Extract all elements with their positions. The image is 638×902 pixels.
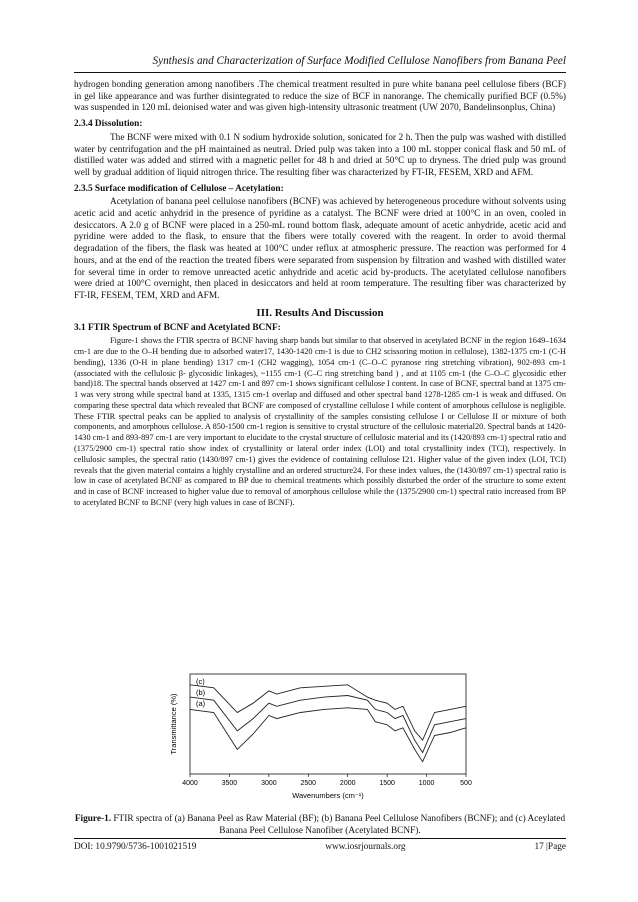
journal-site: www.iosrjournals.org: [325, 842, 406, 852]
paragraph-surface-modification: Acetylation of banana peel cellulose nanofibers (BCNF) was achieved by heterogeneous procedure without solvents using acetic acid and acetic anhydrid in the presence of pyridine as a catalyst. The BCNF were dried at 100°C in an oven, cooled in desiccators. A 2.0 g of BCNF were placed in a 250-mL round bottom flask, adequate amount of acetic anhydride, acetic acid and pyridine were added to the flask, to ensure that the fibers were totally covered with the reagent. In order to avoid thermal degradation of the fibers, the flask was heated at 100°C under reflux at atmospheric pressure. The reaction was performed for 4 hours, and at the end of the reaction the treated fibers were separated from suspension by filtration and washed with distilled water for several time in order to remove unreacted acetic anhydride and acetic acid by-products. The acetylated cellulose nanofibers were dried at 100°C overnight, then placed in desiccators and held at room temperature. The resulting fiber was characterized by FT-IR, FESEM, TEM, XRD and AFM.: [74, 197, 566, 301]
x-tick-label: 2500: [300, 780, 317, 787]
page-number: 17 |Page: [534, 842, 566, 852]
heading-dissolution: 2.3.4 Dissolution:: [74, 119, 143, 130]
legend-label: (b): [196, 688, 206, 697]
x-tick-label: 3500: [221, 780, 238, 787]
x-tick-label: 1500: [379, 780, 395, 787]
article-body: [74, 80, 566, 512]
page-footer: [74, 842, 566, 852]
figure-label: Figure-1.: [74, 814, 112, 824]
x-tick-label: 4000: [182, 780, 198, 787]
heading-surface-modification: 2.3.5 Surface modification of Cellulose – Acetylation:: [74, 183, 284, 194]
x-tick-label: 1000: [418, 780, 435, 787]
x-axis-label: Wavenumbers (cm⁻¹): [292, 791, 364, 800]
header-rule: [74, 72, 566, 73]
series-line-b: [190, 696, 466, 753]
series-line-c: [190, 685, 466, 740]
paragraph-ftir: Figure-1 shows the FTIR spectra of BCNF having sharp bands but similar to that observed in acetylated BCNF in the region 1649–1634 cm-1 are due to the O–H bending due to adsorbed water17, 1430-1420 cm-1 is due to CH2 scissoring motion in cellulose), 1382-1375 cm-1 (C-H bending), 1336 (O-H in plane bending) 1317 cm-1 (CH2 wagging), 1054 cm-1 (C–O–C pyranose ring stretching vibration), 902-893 cm-1 (associated with the cellulosic β- glycosidic linkages), ~1155 cm-1 (C–C ring stretching band ) , and at 1105 cm-1 (the C–O–C glycosidic ether band)18. The spectral bands observed at 1427 cm-1 and 897 cm-1 shows significant cellulose I content. In case of BCNF, spectral band at 1375 cm-1 was very strong while spectral band at 1335, 1315 cm-1 overlap and diffused and other spectral band 1278-1285 cm-1 is weak and diffused. On comparing these spectral data which revealed that BCNF are composed of crystalline cellulose I while content of amorphous cellulose is negligible. These FTIR spectral peaks can be applied to analysis of crystallinity of the samples consisting cellulose I or Cellulose II or mixture of both components, and amorphous cellulose. A 850-1500 cm-1 region is sensitive to crystal structure of the cellulosic material20. Spectral bands at 1420-1430 cm-1 and 893-897 cm-1 are very important to elucidate to the crystal structure of cellulosic material and its (1420/893 cm-1) spectral ratio and (1375/2900 cm-1) spectral ratio show index of crystallinity or lateral order index (LOI) and total crystallinity index (TCI), respectively. In cellulosic samples, the spectral ratio (1430/897 cm-1) gives the evidence of containing cellulose I21. Higher value of the given index (LOI, TCI) reveals that the given material contains a highly crystalline and an ordered structure24. For these index values, the (1430/897 cm-1) spectral ratio is low in case of acetylated BCNF as compared to BP due to chemical treatments which possibly disturbed the order of the structure to some extent and in case of BCNF increased to higher value due to removal of amorphous cellulose while the (1375/2900 cm-1) spectral ratio increased from BP to acetylated BCNF to BCNF (very high values in case of BCNF).: [74, 336, 566, 507]
figure-caption: [74, 813, 566, 837]
heading-ftir: 3.1 FTIR Spectrum of BCNF and Acetylated BCNF:: [74, 322, 281, 333]
running-title: Synthesis and Characterization of Surface Modified Cellulose Nanofibers from Banana Peel: [152, 55, 566, 67]
heading-results: III. Results And Discussion: [256, 306, 384, 319]
y-axis-label: Transmittance (%): [169, 693, 178, 755]
doi: DOI: 10.9790/5736-1001021519: [74, 842, 197, 852]
figure-caption-text: FTIR spectra of (a) Banana Peel as Raw Material (BF); (b) Banana Peel Cellulose Nanofibers (BCNF); and (c) Aceylated Banana Peel Cellulose Nanofiber (Acetylated BCNF).: [113, 814, 566, 837]
paragraph-intro: hydrogen bonding generation among nanofibers .The chemical treatment resulted in pure white banana peel cellulose fibers (BCF) in gel like appearance and was further disintegrated to reduce the size of BCF in nanorange. The chemically purified BCF (0.5%) was suspended in 120 mL deionised water and was given high-intensity ultrasonic treatment (UW 2070, Bandelinsonplus, China): [74, 80, 566, 114]
ftir-chart: [160, 672, 480, 810]
x-tick-label: 500: [460, 780, 472, 787]
footer-rule: [74, 838, 566, 839]
x-tick-label: 2000: [339, 780, 356, 787]
legend-label: (a): [196, 699, 206, 708]
x-tick-label: 3000: [261, 780, 277, 787]
paragraph-dissolution: The BCNF were mixed with 0.1 N sodium hydroxide solution, sonicated for 2 h. Then the pulp was washed with distilled water by centrifugation and the pH maintained as neutral. Dried pulp was taken into a 100 mL stopper conical flask and 50 mL of distilled water was added and stirred with a magnetic pellet for 48 h and dried at 50°C up to dryness. The dried pulp was ground well by gradual addition of liquid nitrogen thrice. The resulting fiber was characterized by FT-IR, FESEM, XRD and AFM.: [74, 132, 566, 178]
plot-frame: [190, 674, 466, 774]
legend-label: (c): [196, 677, 205, 686]
